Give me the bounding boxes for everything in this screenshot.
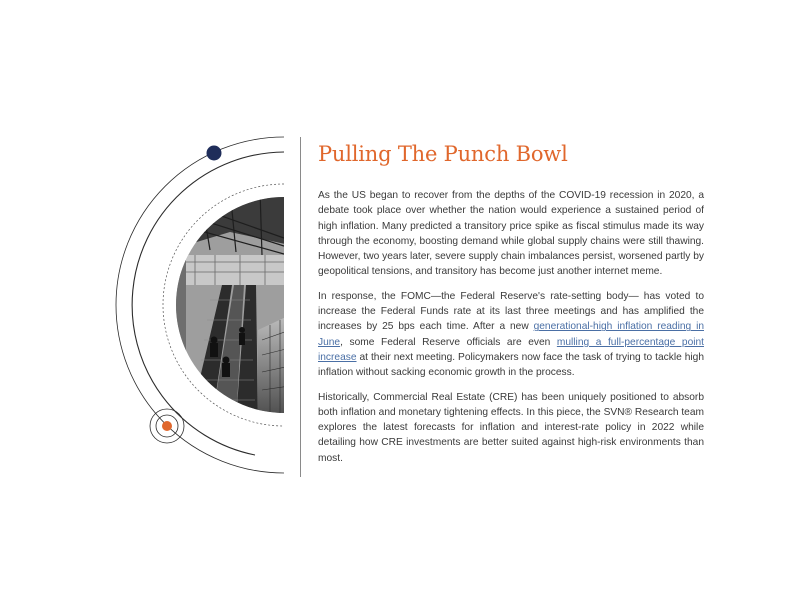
vertical-divider (300, 137, 301, 477)
photo-escalators (170, 190, 290, 420)
rate-increase-link[interactable]: mulling a full-percentage point increase (318, 336, 704, 363)
paragraph-2-part-1: In response, the FOMC—the Federal Reserve's rate-setting body— has voted to increase the Federal Funds rate at its last three meetings and has amplified the increases by 25 bps each time. After a new (318, 290, 704, 333)
paragraph-2-part-2: , some Federal Reserve officials are even (340, 336, 557, 348)
paragraph-2 (318, 289, 704, 381)
decorative-photo-graphic (100, 130, 300, 480)
inflation-reading-link[interactable]: generational-high inflation reading in June (318, 321, 704, 348)
paragraph-3: Historically, Commercial Real Estate (CRE) has been uniquely positioned to absorb both inflation and monetary tightening effects. In this piece, the SVN® Research team explores the latest forecasts for inflation and interest-rate policy in 2022 while detailing how CRE investments are better suited against high-risk environments than most. (318, 391, 704, 464)
orange-dot (162, 421, 172, 431)
article (318, 140, 704, 475)
article-title: Pulling The Punch Bowl (318, 142, 568, 166)
paragraph-1: As the US began to recover from the depths of the COVID-19 recession in 2020, a debate took place over whether the nation would experience a sustained period of high inflation. Many predicted a transitory price spike as fiscal stimulus made its way through the economy, boosting demand while global supply chains were still thawing. However, two years later, severe supply chain imbalances persist, worsened partly by geopolitical tensions, and transitory has become just another internet meme. (318, 190, 704, 278)
navy-dot (207, 146, 222, 161)
paragraph-2-part-3: at their next meeting. Policymakers now face the task of trying to tackle high inflation without sacking economic growth in the process. (318, 351, 704, 379)
